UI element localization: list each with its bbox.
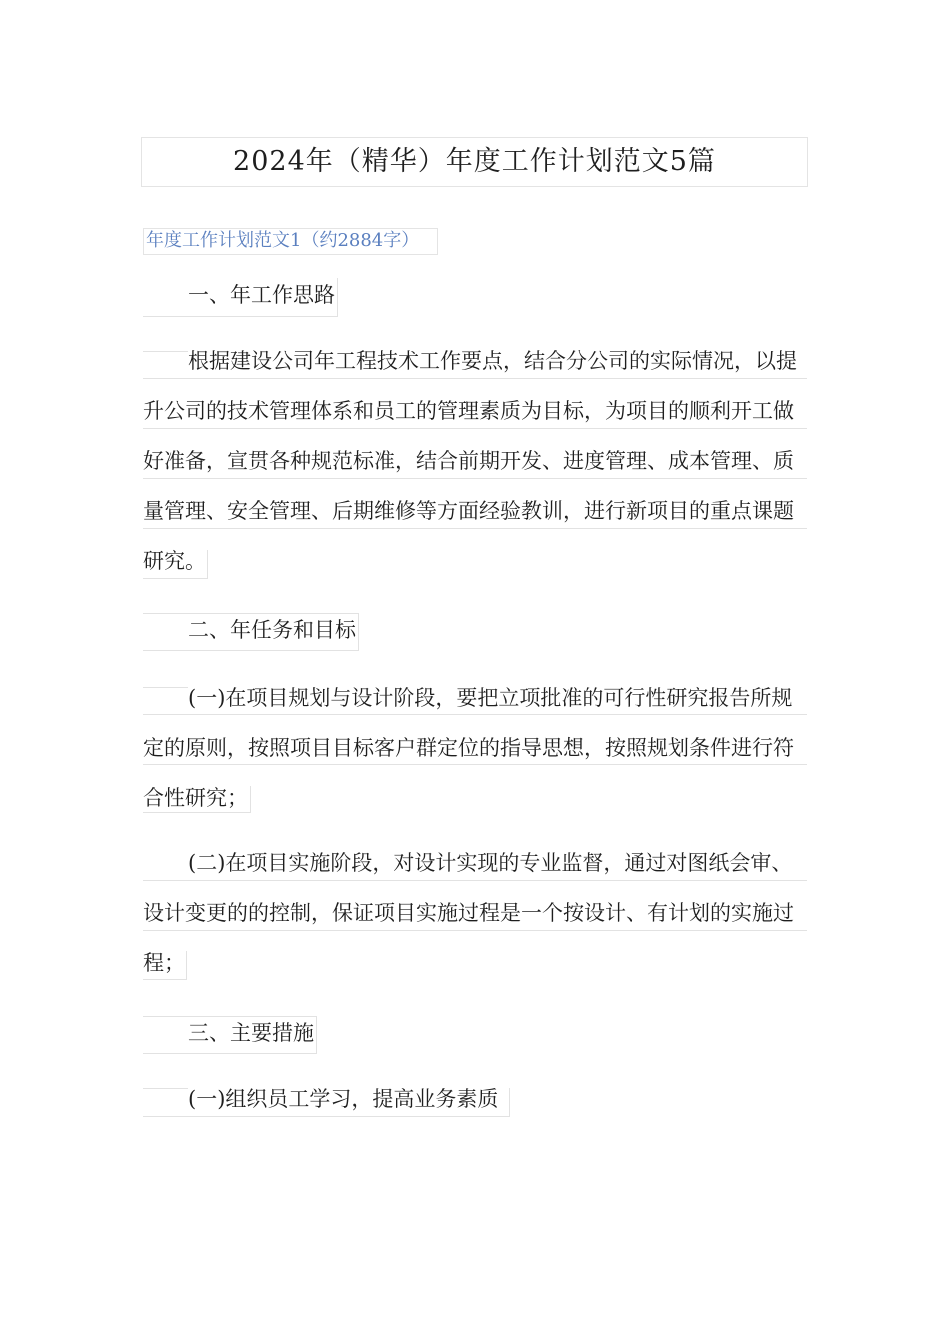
divider [337, 278, 338, 317]
divider [186, 951, 187, 980]
section-heading-2: 二、年任务和目标 [188, 618, 356, 642]
divider [509, 1088, 510, 1117]
underline [143, 378, 807, 379]
section-heading-1: 一、年工作思路 [188, 283, 335, 307]
paragraph-2-line: 合性研究； [143, 786, 248, 810]
underline [143, 1053, 317, 1054]
paragraph-1-line: 升公司的技术管理体系和员工的管理素质为目标，为项目的顺利开工做 [143, 399, 794, 423]
paragraph-3-line: 设计变更的的控制，保证项目实施过程是一个按设计、有计划的实施过 [143, 901, 794, 925]
divider [250, 786, 251, 813]
paragraph-3-line: (二)在项目实施阶段，对设计实现的专业监督，通过对图纸会审、 [188, 851, 793, 875]
underline [143, 1016, 317, 1017]
document-subtitle: 年度工作计划范文1（约2884字） [146, 230, 420, 251]
paragraph-1-line: 根据建设公司年工程技术工作要点，结合分公司的实际情况，以提 [188, 349, 797, 373]
underline [143, 764, 807, 765]
section-heading-3: 三、主要措施 [188, 1021, 314, 1045]
document-title: 2024年（精华）年度工作计划范文5篇 [233, 146, 716, 177]
paragraph-3-line: 程； [143, 951, 185, 975]
paragraph-2-line: (一)在项目规划与设计阶段，要把立项批准的可行性研究报告所规 [188, 686, 793, 710]
subsection-heading-1: (一)组织员工学习，提高业务素质 [188, 1087, 499, 1111]
underline [143, 613, 359, 614]
underline [143, 650, 359, 651]
underline [143, 880, 807, 881]
underline [143, 714, 807, 715]
underline [143, 478, 807, 479]
underline [143, 930, 807, 931]
paragraph-2-line: 定的原则，按照项目目标客户群定位的指导思想，按照规划条件进行符 [143, 736, 794, 760]
underline [143, 1088, 188, 1089]
underline [143, 428, 807, 429]
divider [207, 550, 208, 579]
divider [316, 1016, 317, 1054]
underline [143, 578, 208, 579]
underline [143, 979, 187, 980]
underline [143, 351, 188, 352]
paragraph-1-line: 研究。 [143, 549, 206, 573]
underline [143, 528, 807, 529]
divider [358, 613, 359, 651]
underline [143, 812, 251, 813]
paragraph-1-line: 量管理、安全管理、后期维修等方面经验教训，进行新项目的重点课题 [143, 499, 794, 523]
paragraph-1-line: 好准备，宣贯各种规范标准，结合前期开发、进度管理、成本管理、质 [143, 449, 794, 473]
underline [143, 316, 338, 317]
underline [143, 1116, 509, 1117]
underline [143, 687, 188, 688]
